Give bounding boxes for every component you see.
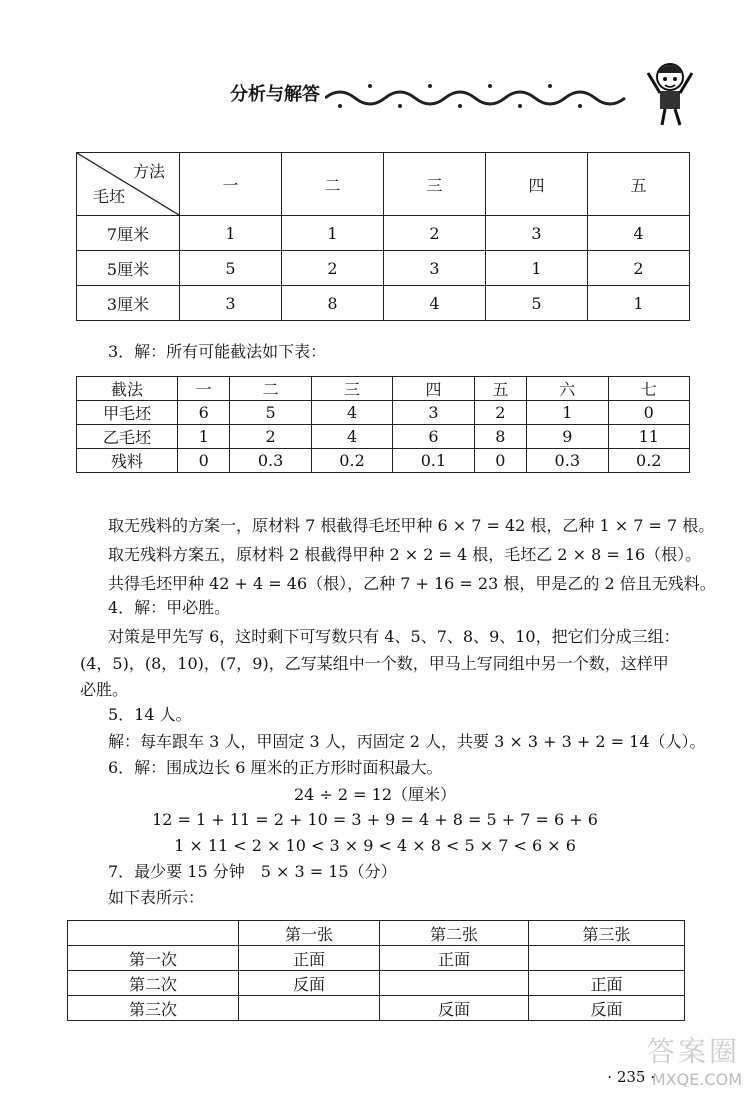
table-row — [77, 425, 690, 449]
row-label: 5厘米 — [77, 251, 180, 286]
table-cell: 2 — [474, 401, 526, 425]
table-cell: 0.2 — [608, 449, 690, 473]
table-cell: 4 — [384, 286, 486, 321]
table-cutting-methods — [76, 152, 690, 321]
table-cell: 1 — [527, 401, 608, 425]
table-cell — [380, 971, 529, 996]
row-label: 残料 — [77, 449, 178, 473]
cartoon-mascot-icon — [640, 55, 700, 135]
column-header: 一 — [178, 377, 230, 401]
table-cell: 8 — [474, 425, 526, 449]
table-cell: 8 — [282, 286, 384, 321]
table-cell — [239, 996, 380, 1021]
column-header: 二 — [282, 153, 384, 216]
table-row — [77, 449, 690, 473]
table-row — [77, 286, 690, 321]
row-label: 甲毛坯 — [77, 401, 178, 425]
answer-3-heading: 3．解：所有可能截法如下表： — [108, 342, 327, 361]
watermark-url: MXQE.COM — [651, 1070, 742, 1089]
row-label: 乙毛坯 — [77, 425, 178, 449]
answer-4-heading: 4．解：甲必胜。 — [108, 598, 231, 617]
table-cell: 9 — [527, 425, 608, 449]
table-row — [77, 216, 690, 251]
column-header: 第二张 — [380, 921, 529, 946]
column-header: 三 — [384, 153, 486, 216]
table-cell: 1 — [486, 251, 588, 286]
column-header: 截法 — [77, 377, 178, 401]
column-header: 六 — [527, 377, 608, 401]
table-row — [68, 971, 685, 996]
table-cell: 反面 — [380, 996, 529, 1021]
column-header: 三 — [311, 377, 392, 401]
table-cell: 反面 — [239, 971, 380, 996]
table-cell: 5 — [230, 401, 311, 425]
page-number: · 235 · — [607, 1068, 655, 1086]
table-cell: 正面 — [529, 971, 685, 996]
table-cell: 2 — [588, 251, 690, 286]
table-cell: 11 — [608, 425, 690, 449]
table-row — [68, 996, 685, 1021]
equation: 24 ÷ 2 = 12（厘米） — [293, 785, 457, 804]
table-cell: 4 — [588, 216, 690, 251]
table-cell: 3 — [384, 251, 486, 286]
answer-5-heading: 5．14 人。 — [108, 705, 192, 724]
row-label: 第二次 — [68, 971, 239, 996]
column-header — [68, 921, 239, 946]
paragraph: 如下表所示： — [108, 888, 205, 907]
table-cell: 5 — [486, 286, 588, 321]
paragraph: (4，5)，(8，10)，(7，9)，乙写某组中一个数，甲马上写同组中另一个数，这样甲 — [80, 654, 669, 673]
table-cell: 3 — [180, 286, 282, 321]
table-cell: 6 — [393, 425, 474, 449]
column-header: 第三张 — [529, 921, 685, 946]
column-header: 七 — [608, 377, 690, 401]
page-header-title: 分析与解答 — [230, 84, 320, 105]
table-cell: 1 — [282, 216, 384, 251]
table-cell: 4 — [311, 425, 392, 449]
column-header: 五 — [474, 377, 526, 401]
equation: 1 × 11 < 2 × 10 < 3 × 9 < 4 × 8 < 5 × 7 < 6 × 6 — [174, 836, 576, 855]
column-header: 一 — [180, 153, 282, 216]
table-cell: 1 — [588, 286, 690, 321]
corner-label-blank: 毛坯 — [93, 187, 126, 206]
table-flip-schedule — [67, 920, 685, 1021]
table-row — [68, 946, 685, 971]
table-cell: 1 — [180, 216, 282, 251]
paragraph: 取无残料方案五，原材料 2 根截得甲种 2 × 2 = 4 根，毛坯乙 2 × 8 = 16（根）。 — [108, 545, 702, 564]
table-row — [77, 401, 690, 425]
column-header: 四 — [486, 153, 588, 216]
table-cell: 0 — [608, 401, 690, 425]
table-cell: 6 — [178, 401, 230, 425]
table-cell: 反面 — [529, 996, 685, 1021]
table-cell: 2 — [230, 425, 311, 449]
row-label: 第一次 — [68, 946, 239, 971]
table-cell: 5 — [180, 251, 282, 286]
table-cell: 正面 — [239, 946, 380, 971]
row-label: 3厘米 — [77, 286, 180, 321]
table-cell: 0.2 — [311, 449, 392, 473]
column-header: 第一张 — [239, 921, 380, 946]
table-cell: 4 — [311, 401, 392, 425]
table-cell: 1 — [178, 425, 230, 449]
table-cell: 2 — [384, 216, 486, 251]
paragraph: 必胜。 — [80, 680, 129, 699]
paragraph: 取无残料的方案一，原材料 7 根截得毛坯甲种 6 × 7 = 42 根，乙种 1 × 7 = 7 根。 — [108, 516, 715, 535]
table-cell — [529, 946, 685, 971]
corner-label-method: 方法 — [132, 162, 165, 181]
table-cell: 0.3 — [230, 449, 311, 473]
equation: 12 = 1 + 11 = 2 + 10 = 3 + 9 = 4 + 8 = 5 + 7 = 6 + 6 — [152, 810, 598, 829]
wave-decoration — [325, 80, 645, 110]
table-cell: 3 — [393, 401, 474, 425]
table-header-row — [77, 377, 690, 401]
table-header-row — [68, 921, 685, 946]
table-cell: 0 — [178, 449, 230, 473]
diagonal-header-cell — [77, 153, 180, 216]
column-header: 五 — [588, 153, 690, 216]
watermark-logo: 答案圈 — [646, 1035, 740, 1068]
column-header: 四 — [393, 377, 474, 401]
table-row — [77, 251, 690, 286]
column-header: 二 — [230, 377, 311, 401]
table-cutting-plans — [76, 376, 690, 473]
row-label: 第三次 — [68, 996, 239, 1021]
answer-6-heading: 6．解：围成边长 6 厘米的正方形时面积最大。 — [108, 758, 443, 777]
table-cell: 0.1 — [393, 449, 474, 473]
table-cell: 0 — [474, 449, 526, 473]
table-cell: 3 — [486, 216, 588, 251]
answer-7-heading: 7．最少要 15 分钟 5 × 3 = 15（分） — [108, 862, 397, 881]
paragraph: 共得毛坯甲种 42 + 4 = 46（根），乙种 7 + 16 = 23 根，甲是乙的 2 倍且无残料。 — [108, 574, 716, 593]
table-cell: 0.3 — [527, 449, 608, 473]
paragraph: 对策是甲先写 6，这时剩下可写数只有 4、5、7、8、9、10，把它们分成三组： — [108, 627, 680, 646]
table-cell: 正面 — [380, 946, 529, 971]
row-label: 7厘米 — [77, 216, 180, 251]
paragraph: 解：每车跟车 3 人，甲固定 3 人，丙固定 2 人，共要 3 × 3 + 3 + 2 = 14（人）。 — [108, 732, 706, 751]
table-cell: 2 — [282, 251, 384, 286]
